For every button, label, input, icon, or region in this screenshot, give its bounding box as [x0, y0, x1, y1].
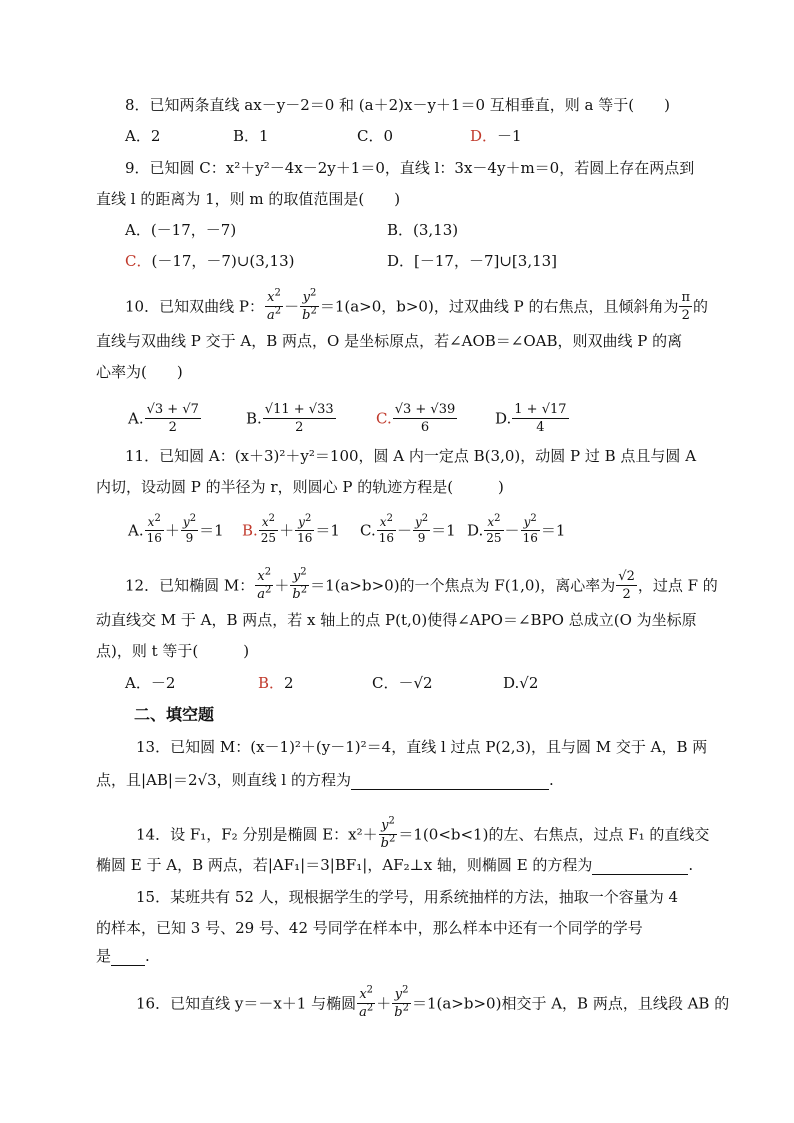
section-title: 二、填空题: [134, 705, 215, 724]
q15-stem-text: 是: [96, 947, 112, 965]
q10-answer-letter: C.: [376, 409, 392, 428]
q8-answer-letter: D．: [470, 127, 498, 145]
q10-option-b-num: √11 + √33: [264, 402, 334, 417]
q10-option-b: [246, 402, 337, 437]
q11-c-eq: ＝1: [431, 521, 456, 540]
q10-stem-line1: 10．已知双曲线 P： $\frac{x^2}{a^2}$ － $\frac{y^2}{b^2}$ ＝1(a>0，b>0)，过双曲线 P 的右焦点，且倾斜角为 $\frac{\pi}{2}$ 的: [125, 287, 709, 323]
q15-stem-line3: [96, 946, 150, 966]
q13-stem-text: 点，且|AB|＝2√3，则直线 l 的方程为: [96, 771, 351, 789]
hyperbola-y-fraction: $\frac{y^2}{b^2}$: [302, 287, 317, 323]
q9-option-c-value: (－17，－7)∪(3,13): [151, 252, 295, 270]
q11-b-x-fraction: $\frac{x^2}{25}$: [260, 513, 277, 545]
q11-c-y-fraction: $\frac{y^2}{9}$: [415, 513, 429, 545]
q12-option-b-value: 2: [284, 674, 294, 692]
q11-option-c: C. $\frac{x^2}{16}$ － $\frac{y^2}{9}$ ＝1: [360, 513, 456, 545]
pi-over-2-fraction: $\frac{\pi}{2}$: [681, 290, 691, 323]
q16-x-fraction: $\frac{x^2}{a^2}$: [359, 984, 374, 1020]
q10-option-a: [128, 402, 202, 437]
q13-stem-line2: [96, 770, 554, 790]
root2-over-2-fraction: $\frac{√2}{2}$: [618, 569, 635, 602]
q15-stem-line1: 15．某班共有 52 人，现根据学生的学号，用系统抽样的方法，抽取一个容量为 4: [136, 888, 679, 906]
q16-stem-line1: 16．已知直线 y＝－x＋1 与椭圆 $\frac{x^2}{a^2}$ ＋ $\frac{y^2}{b^2}$ ＝1(a>b>0)相交于 A，B 两点，且线段 AB 的: [136, 984, 730, 1020]
q9-option-c: [125, 251, 295, 271]
q11-d-x-fraction: $\frac{x^2}{25}$: [486, 513, 502, 545]
q10-option-d: [495, 402, 570, 437]
q10-option-c-fraction: [393, 401, 458, 436]
q9-answer-letter: C．: [125, 252, 152, 270]
q11-b-den1: 25: [260, 531, 277, 545]
q9-option-a: A．(－17，－7): [125, 221, 237, 239]
q10-option-d-den: 4: [512, 418, 568, 436]
q10-option-d-num: 1 + √17: [514, 402, 567, 417]
q11-stem-line2: 内切，设动圆 P 的半径为 r，则圆心 P 的轨迹方程是( ): [96, 478, 504, 496]
q9-option-b: B．(3,13): [387, 221, 459, 239]
q12-stem-line2: 动直线交 M 于 A，B 两点，若 x 轴上的点 P(t,0)使得∠APO＝∠BPO 总成立(O 为坐标原: [96, 611, 697, 629]
q12-option-b: [258, 673, 294, 693]
q11-option-a: A. $\frac{x^2}{16}$ ＋ $\frac{y^2}{9}$ ＝1: [128, 513, 224, 545]
q10-stem-pre: 10．已知双曲线 P：: [125, 297, 264, 316]
q10-option-d-fraction: [512, 401, 568, 436]
q11-a-y-fraction: $\frac{y^2}{9}$: [182, 513, 197, 545]
q11-a-den2: 9: [181, 530, 198, 546]
q11-d-y-fraction: $\frac{y^2}{16}$: [522, 513, 538, 545]
q15-answer-blank[interactable]: [111, 965, 145, 966]
q11-option-c-letter: C.: [360, 521, 376, 540]
q10-option-c: [376, 402, 458, 437]
q10-stem-line3: 心率为( ): [96, 363, 183, 381]
q16-y-fraction: $\frac{y^2}{b^2}$: [394, 984, 409, 1020]
q8-option-c: C．0: [357, 127, 394, 145]
q11-b-den2: 16: [297, 531, 313, 545]
q14-stem-pre: 14．设 F₁，F₂ 分别是椭圆 E：x²＋: [136, 825, 378, 844]
q10-option-a-letter: A.: [128, 409, 144, 428]
q8-option-b: B．1: [233, 127, 269, 145]
q15-stem-end: .: [145, 947, 150, 965]
q12-option-d: D.√2: [503, 674, 539, 692]
q16-stem-pre: 16．已知直线 y＝－x＋1 与椭圆: [136, 994, 357, 1013]
q10-stem-eq: ＝1(a>0，b>0)，过双曲线 P 的右焦点，且倾斜角为: [319, 297, 679, 316]
q14-answer-blank[interactable]: [592, 874, 688, 875]
q11-c-den2: 9: [413, 530, 430, 546]
q10-option-a-den: 2: [145, 418, 201, 436]
q12-stem-line3: 点)，则 t 等于( ): [96, 642, 250, 660]
q10-option-c-den: 6: [393, 418, 458, 436]
q14-stem-text: 椭圆 E 于 A，B 两点，若|AF₁|＝3|BF₁|，AF₂⊥x 轴，则椭圆 E 的方程为: [96, 856, 593, 874]
q12-stem-mid: ＝1(a>b>0)的一个焦点为 F(1,0)，离心率为: [310, 576, 616, 595]
q11-option-b: B. $\frac{x^2}{25}$ ＋ $\frac{y^2}{16}$ ＝1: [242, 513, 340, 545]
q10-option-b-fraction: [263, 401, 336, 436]
q10-option-c-num: √3 + √39: [394, 402, 456, 417]
q8-stem: 8．已知两条直线 ax－y－2＝0 和 (a＋2)x－y＋1＝0 互相垂直，则 a 等于( ): [125, 96, 670, 114]
q11-a-eq: ＝1: [199, 521, 224, 540]
q10-option-a-num: √3 + √7: [146, 402, 199, 417]
ellipse-y-fraction: $\frac{y^2}{b^2}$: [292, 566, 308, 602]
q14-stem-line2: [96, 855, 693, 875]
q12-option-a: A．－2: [125, 674, 176, 692]
q10-option-b-letter: B.: [246, 409, 262, 428]
q12-stem-post: ，过点 F 的: [637, 576, 718, 595]
q10-stem-line2: 直线与双曲线 P 交于 A，B 两点，O 是坐标原点，若∠AOB＝∠OAB，则双曲线 P 的离: [96, 332, 683, 350]
q11-d-den1: 25: [486, 531, 502, 545]
hyperbola-x-fraction: $\frac{x^2}{a^2}$: [266, 287, 282, 323]
q11-d-den2: 16: [522, 531, 538, 545]
q11-b-y-fraction: $\frac{y^2}{16}$: [297, 513, 313, 545]
q8-option-a: A．2: [125, 127, 161, 145]
q13-stem-line1: 13．已知圆 M：(x－1)²＋(y－1)²＝4，直线 l 过点 P(2,3)，且与圆 M 交于 A，B 两: [136, 738, 708, 756]
q16-stem-post: ＝1(a>b>0)相交于 A，B 两点，且线段 AB 的: [411, 994, 730, 1013]
q8-option-d-value: －1: [497, 127, 522, 145]
q11-a-x-fraction: $\frac{x^2}{16}$: [146, 513, 162, 545]
q13-stem-end: .: [548, 771, 554, 789]
q13-answer-blank[interactable]: [351, 789, 549, 790]
q9-stem-line2: 直线 l 的距离为 1，则 m 的取值范围是( ): [96, 190, 401, 208]
ellipse-x-fraction: $\frac{x^2}{a^2}$: [257, 566, 272, 602]
q11-b-eq: ＝1: [315, 521, 340, 540]
q14-stem-post: ＝1(0<b<1)的左、右焦点，过点 F₁ 的直线交: [398, 825, 710, 844]
q11-option-d: D. $\frac{x^2}{25}$ － $\frac{y^2}{16}$ ＝1: [467, 513, 566, 545]
q11-option-a-letter: A.: [128, 521, 144, 540]
q11-a-den1: 16: [146, 531, 162, 545]
q11-answer-letter: B.: [242, 521, 258, 540]
q11-c-den1: 16: [378, 531, 394, 545]
q15-stem-line2: 的样本，已知 3 号、29 号、42 号同学在样本中，那么样本中还有一个同学的学号: [96, 919, 643, 937]
q11-option-d-letter: D.: [467, 521, 484, 540]
q9-stem-line1: 9．已知圆 C：x²＋y²－4x－2y＋1＝0，直线 l：3x－4y＋m＝0，若圆上存在两点到: [125, 159, 695, 177]
q11-c-x-fraction: $\frac{x^2}{16}$: [378, 513, 394, 545]
q9-option-d: D．[－17，－7]∪[3,13]: [387, 252, 558, 270]
q11-stem-line1: 11．已知圆 A：(x＋3)²＋y²＝100，圆 A 内一定点 B(3,0)，动圆 P 过 B 点且与圆 A: [125, 447, 697, 465]
q11-d-eq: ＝1: [540, 521, 566, 540]
q14-stem-line1: [136, 815, 710, 853]
q12-option-c: C．－√2: [372, 674, 433, 692]
q14-stem-end: .: [688, 856, 694, 874]
q10-option-b-den: 2: [263, 418, 336, 436]
q12-stem-line1: 12．已知椭圆 M： $\frac{x^2}{a^2}$ ＋ $\frac{y^2}{b^2}$ ＝1(a>b>0)的一个焦点为 F(1,0)，离心率为 $\frac{√2}{2}$ ，过点 F 的: [125, 566, 718, 602]
q12-answer-letter: B．: [258, 674, 285, 692]
q10-option-a-fraction: [145, 401, 201, 436]
q10-option-d-letter: D.: [495, 409, 512, 428]
q12-stem-pre: 12．已知椭圆 M：: [125, 576, 255, 595]
q8-option-d: [470, 126, 522, 146]
q10-stem-post: 的: [693, 297, 709, 316]
q14-y-fraction: $\frac{y^2}{b^2}$: [380, 815, 396, 851]
